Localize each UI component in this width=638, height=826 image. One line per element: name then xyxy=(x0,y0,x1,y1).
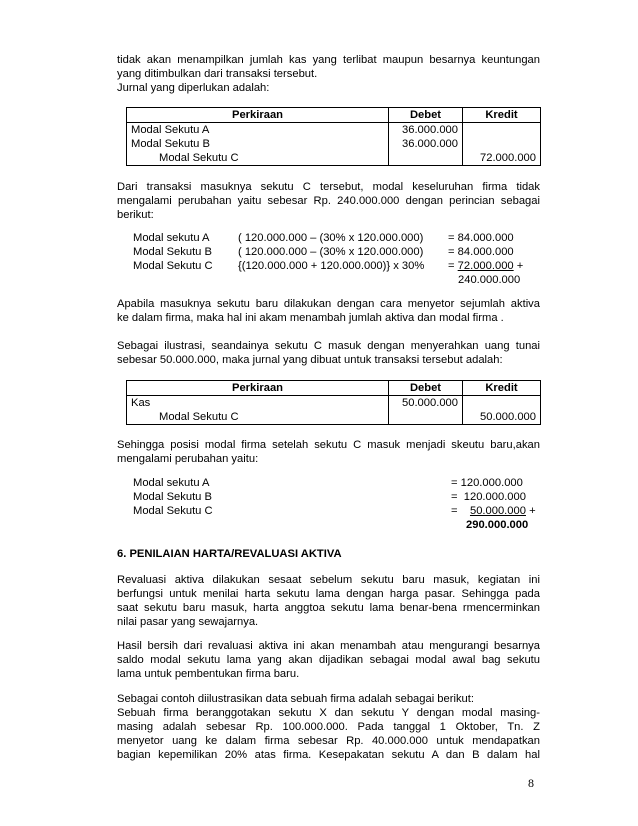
debit-cell: 36.000.000 xyxy=(389,137,463,151)
account-cell: Modal Sekutu C xyxy=(127,410,389,425)
calc-result-subtotal xyxy=(448,259,523,273)
debit-cell: 36.000.000 xyxy=(389,123,463,138)
calc-result-prefix: = xyxy=(451,505,470,517)
journal-table-1 xyxy=(126,107,541,166)
account-cell: Modal Sekutu B xyxy=(127,137,389,151)
column-header: Perkiraan xyxy=(127,108,389,123)
account-cell: Kas xyxy=(127,396,389,411)
calc-result-suffix: + xyxy=(525,505,536,517)
calc-result-suffix: + xyxy=(513,260,524,272)
text-line: Sebagai ilustrasi, seandainya sekutu C masuk dengan menyerahkan uang tunai xyxy=(117,340,540,352)
account-cell: Modal Sekutu C xyxy=(127,151,389,166)
text-line: sebesar 50.000.000, maka jurnal yang dibuat untuk transaksi tersebut adalah: xyxy=(117,354,503,366)
calc-label: Modal Sekutu B xyxy=(133,491,212,503)
credit-cell: 50.000.000 xyxy=(463,410,541,425)
calc-result: = 120.000.000 xyxy=(451,491,526,503)
journal-table-2 xyxy=(126,380,541,425)
table-header-row xyxy=(127,108,541,123)
text-line: mengalami perubahan yaitu sebesar Rp. 240.000.000 dengan perincian sebagai xyxy=(117,195,540,207)
column-header: Perkiraan xyxy=(127,381,389,396)
calc-result-prefix: = xyxy=(448,260,458,272)
text-line: Jurnal yang diperlukan adalah: xyxy=(117,82,270,94)
text-line: menyetor uang ke dalam firma sebesar Rp. 40.000.000 untuk mendapatkan xyxy=(117,735,540,747)
credit-cell xyxy=(463,137,541,151)
text-line: nilai pasar yang sewajarnya. xyxy=(117,616,259,628)
calc-result: = 120.000.000 xyxy=(451,477,523,489)
section-heading: 6. PENILAIAN HARTA/REVALUASI AKTIVA xyxy=(117,548,342,560)
text-line: Apabila masuknya sekutu baru dilakukan dengan cara menyetor sejumlah aktiva xyxy=(117,298,540,310)
column-header: Debet xyxy=(389,108,463,123)
text-line: Sebuah firma beranggotakan sekutu X dan sekutu Y dengan modal masing- xyxy=(117,707,540,719)
paragraph xyxy=(117,639,540,681)
column-header: Debet xyxy=(389,381,463,396)
text-line: berfungsi untuk menilai harta sekutu lama dengan harga pasar. Sehingga pada xyxy=(117,588,540,600)
calc-formula: {(120.000.000 + 120.000.000)} x 30% xyxy=(238,260,425,272)
calc-label: Modal Sekutu B xyxy=(133,246,212,258)
table-row xyxy=(127,137,541,151)
text-line: masing adalah sebesar Rp. 100.000.000. Pada tanggal 1 Oktober, Tn. Z xyxy=(117,721,540,733)
calc-total: 290.000.000 xyxy=(466,519,529,531)
paragraph xyxy=(117,438,540,466)
paragraph xyxy=(117,297,540,325)
calc-label: Modal Sekutu C xyxy=(133,505,213,517)
paragraph xyxy=(117,339,540,367)
calc-result-subtotal xyxy=(451,504,536,518)
paragraph xyxy=(117,573,540,629)
calc-total: 240.000.000 xyxy=(458,274,521,286)
calc-formula: ( 120.000.000 – (30% x 120.000.000) xyxy=(238,246,424,258)
text-line: Sehingga posisi modal firma setelah sekutu C masuk menjadi skeutu baru,akan xyxy=(117,439,540,451)
calc-result: = 84.000.000 xyxy=(448,246,514,258)
calc-result: = 84.000.000 xyxy=(448,232,514,244)
paragraph xyxy=(117,180,540,222)
calc-result-value: 50.000.000 xyxy=(469,505,526,517)
text-line: ke dalam firma, maka hal ini akam menambah jumlah aktiva dan modal firma . xyxy=(117,312,504,324)
table-row xyxy=(127,151,541,166)
calc-result-value: 72.000.000 xyxy=(457,260,514,272)
debit-cell xyxy=(389,151,463,166)
calc-formula: ( 120.000.000 – (30% x 120.000.000) xyxy=(238,232,424,244)
credit-cell xyxy=(463,123,541,138)
credit-cell: 72.000.000 xyxy=(463,151,541,166)
text-line: Dari transaksi masuknya sekutu C tersebut, modal keseluruhan firma tidak xyxy=(117,181,540,193)
table-row xyxy=(127,410,541,425)
column-header: Kredit xyxy=(463,381,541,396)
intro-paragraph xyxy=(117,53,540,95)
text-line: saat sekutu baru masuk, harta anggtoa sekutu lama benar-bena rmencerminkan xyxy=(117,602,540,614)
text-line: bagian kepemilikan 20% atas firma. Kesepakatan sekutu A dan B dalam hal xyxy=(117,749,540,761)
text-line: berikut: xyxy=(117,209,154,221)
calc-label: Modal Sekutu C xyxy=(133,260,213,272)
table-row xyxy=(127,123,541,138)
debit-cell: 50.000.000 xyxy=(389,396,463,411)
paragraph xyxy=(117,692,540,762)
text-line: yang ditimbulkan dari transaksi tersebut. xyxy=(117,68,318,80)
credit-cell xyxy=(463,396,541,411)
table-header-row xyxy=(127,381,541,396)
text-line: Hasil bersih dari revaluasi aktiva ini akan menambah atau mengurangi besarnya xyxy=(117,640,540,652)
text-line: saldo modal sekutu lama yang akan dijadikan sebagai modal awal bag sekutu xyxy=(117,654,540,666)
text-line: mengalami perubahan yaitu: xyxy=(117,453,259,465)
text-line: tidak akan menampilkan jumlah kas yang terlibat maupun besarnya keuntungan xyxy=(117,54,540,66)
text-line: Revaluasi aktiva dilakukan sesaat sebelum sekutu baru masuk, kegiatan ini xyxy=(117,574,540,586)
table-row xyxy=(127,396,541,411)
account-cell: Modal Sekutu A xyxy=(127,123,389,138)
text-line: Sebagai contoh diilustrasikan data sebuah firma adalah sebagai berikut: xyxy=(117,693,474,705)
calc-label: Modal sekutu A xyxy=(133,477,210,489)
calc-label: Modal sekutu A xyxy=(133,232,210,244)
column-header: Kredit xyxy=(463,108,541,123)
page-number: 8 xyxy=(528,776,534,790)
debit-cell xyxy=(389,410,463,425)
text-line: lama untuk pembentukan firma baru. xyxy=(117,668,300,680)
